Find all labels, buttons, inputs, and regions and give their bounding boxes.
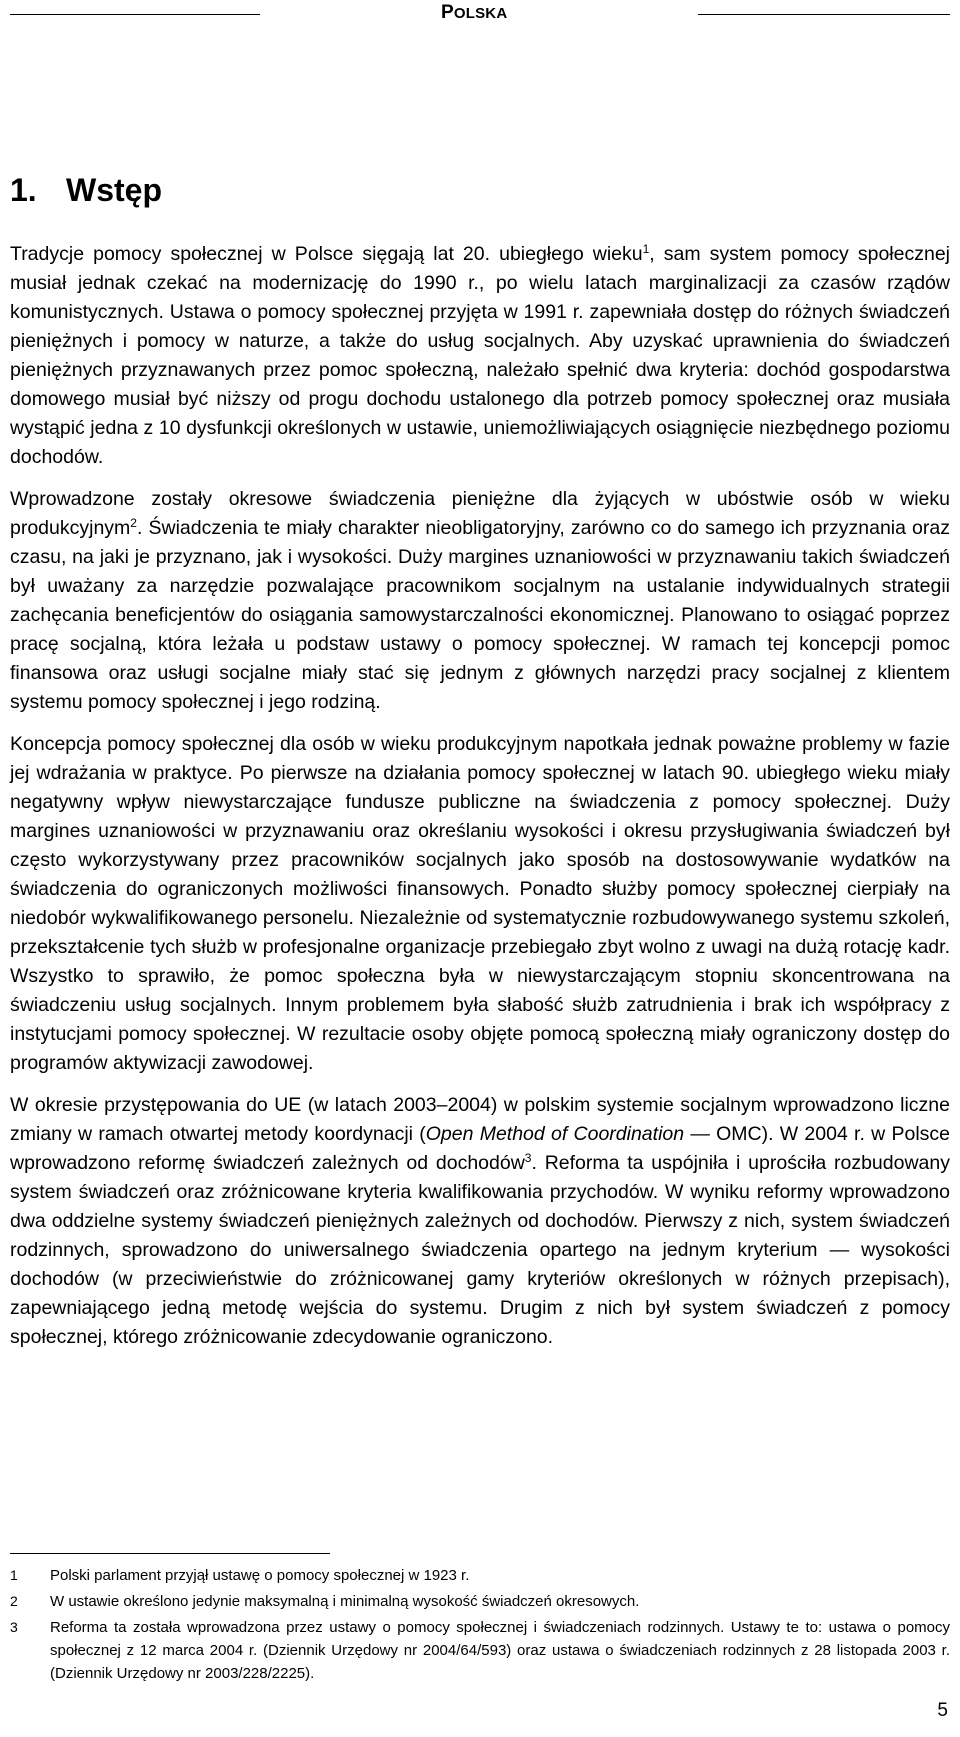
section-title: Wstęp [66,172,162,208]
paragraph-3-text: Koncepcja pomocy społecznej dla osób w wieku produkcyjnym napotkała jednak poważne problemy w fazie jej wdrażania w praktyce. Po pierwsze na działania pomocy społecznej w latach 90. ubiegłego wieku miały negatywny wpływ niewystarczające fundusze publiczne na świadczenia z pomocy społecznej. Duży margines uznaniowości w przyznawaniu oraz określaniu wysokości i okresu przysługiwania świadczeń był często wykorzystywany przez pracowników socjalnych jako sposób na dostosowywanie wydatków na świadczenia do ograniczonych możliwości finansowych. Ponadto służby pomocy społecznej cierpiały na niedobór wykwalifikowanego personelu. Niezależnie od systematycznie rozbudowywanego systemu szkoleń, przekształcenie tych służb w profesjonalne organizacje przebiegało zbyt wolno z uwagi na dużą rotację kadr. Wszystko to sprawiło, że pomoc społeczna była w niewystarczającym stopniu skoncentrowana na świadczeniu usług socjalnych. Innym problemem była słabość służb zatrudnienia i brak ich współpracy z instytucjami pomocy społecznej. W rezultacie osoby objęte pomocą społeczną miały ograniczony dostęp do programów aktywizacji zawodowej. [10,733,950,1074]
header-rule-left [10,14,260,15]
header-rule-right [698,14,950,15]
section-number: 1. [10,172,37,208]
footnote-ref-2[interactable]: 2 [130,516,137,530]
paragraph-1-text: Tradycje pomocy społecznej w Polsce sięgają lat 20. ubiegłego wieku [10,243,643,265]
paragraph-1-text-cont: , sam system pomocy społecznej musiał jednak czekać na modernizację do 1990 r., po wielu latach marginalizacji za czasów rządów komunistycznych. Ustawa o pomocy społecznej przyjęta w 1991 r. zapewniała dostęp do różnych świadczeń pieniężnych i pomocy w naturze, a także do usług socjalnych. Aby uzyskać uprawnienia do świadczeń pieniężnych przyznawanych przez pomoc społeczną, należało spełnić dwa kryteria: dochód gospodarstwa domowego musiał być niższy od progu dochodu ustalonego dla potrzeb pomocy społecznej oraz musiała wystąpić jedna z 10 dysfunkcji określonych w ustawie, uniemożliwiających osiągnięcie niezbędnego poziomu dochodów. [10,243,950,468]
page-number: 5 [937,1700,948,1721]
body-text [10,240,950,1365]
footnote-ref-1[interactable]: 1 [642,242,650,256]
footnote-number: 1 [10,1567,18,1583]
section-heading [10,172,162,209]
paragraph-4 [10,1091,950,1352]
paragraph-4-text: W okresie przystępowania do UE (w latach 2003–2004) w polskim systemie socjalnym wprowadzono liczne zmiany w ramach otwartej metody koordynacji ( [10,1094,950,1145]
running-header-title [441,2,507,24]
footnote-ref-3[interactable]: 3 [524,1151,532,1165]
paragraph-2-text-cont: . Świadczenia te miały charakter nieobligatoryjny, zarówno co do samego ich przyznania oraz czasu, na jaki je przyznano, jak i wysokości. Duży margines uznaniowości w przyznawaniu takich świadczeń był uważany za narzędzie pozwalające pracownikom socjalnym na ustalanie indywidualnych strategii zachęcania beneficjentów do osiągania samowystarczalności ekonomicznej. Planowano to osiągać poprzez pracę socjalną, która leżała u podstaw ustawy o pomocy społecznej. W ramach tej koncepcji pomoc finansowa oraz usługi socjalne miały stać się jednym z głównych narzędzi pracy socjalnej z klientem systemu pomocy społecznej i jego rodziną. [10,517,950,713]
paragraph-2 [10,485,950,717]
footnote-text: Polski parlament przyjął ustawę o pomocy społecznej w 1923 r. [50,1567,470,1584]
footnote-number: 2 [10,1593,18,1609]
paragraph-1 [10,240,950,472]
footnote-text: W ustawie określono jedynie maksymalną i minimalną wysokość świadczeń okresowych. [50,1593,640,1610]
paragraph-4-text-mid: — OMC). W 2004 r. w Polsce wprowadzono reformę świadczeń zależnych od dochodów [10,1123,950,1174]
paragraph-3 [10,730,950,1078]
running-header [0,0,960,30]
paragraph-4-text-cont: . Reforma ta uspójniła i uprościła rozbudowany system świadczeń oraz zróżnicowane kryteria kwalifikowania przychodów. W wyniku reformy wprowadzono dwa oddzielne systemy świadczeń pieniężnych zależnych od dochodów. Pierwszy z nich, system świadczeń rodzinnych, sprowadzono do uniwersalnego świadczenia opartego na jednym kryterium — wysokości dochodów (w przeciwieństwie do zróżnicowanej gamy kryteriów określonych w różnych przepisach), zapewniającego jedną metodę wejścia do systemu. Drugim z nich był system świadczeń z pomocy społecznej, którego zróżnicowanie zdecydowanie ograniczono. [10,1152,950,1348]
paragraph-2-text: Wprowadzone zostały okresowe świadczenia pieniężne dla żyjących w ubóstwie osób w wieku produkcyjnym [10,488,950,539]
footnote-1 [10,1564,950,1587]
header-title-rest: OLSKA [453,5,508,22]
footnote-number: 3 [10,1619,18,1635]
footnotes [10,1564,950,1688]
footnote-text: Reforma ta została wprowadzona przez ustawy o pomocy społecznej i świadczeniach rodzinnych. Ustawy te to: ustawa o pomocy społecznej z 12 marca 2004 r. (Dziennik Urzędowy nr 2004/64/593) oraz ustawa o świadczeniach rodzinnych z 28 listopada 2003 r. (Dziennik Urzędowy nr 2003/228/2225). [50,1619,950,1682]
footnote-2 [10,1590,950,1613]
footnote-separator [10,1553,330,1554]
header-title-initial: P [441,2,454,23]
paragraph-4-italic-term: Open Method of Coordination [425,1123,685,1145]
footnote-3 [10,1616,950,1685]
